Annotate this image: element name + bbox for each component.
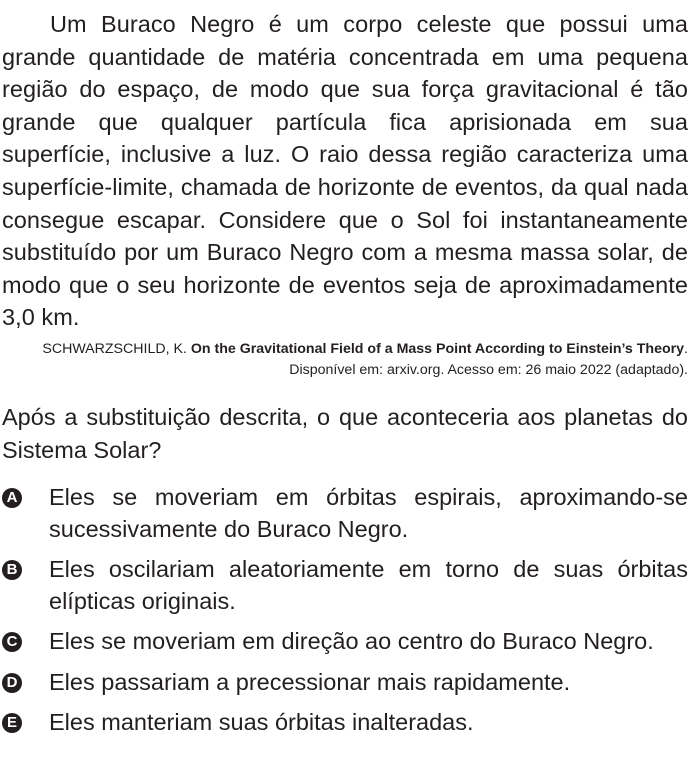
- reference-citation: [2, 339, 688, 381]
- option-e-letter-icon: E: [2, 713, 22, 733]
- option-e[interactable]: [2, 707, 688, 739]
- option-d-text: Eles passariam a precessionar mais rapidamente.: [49, 668, 571, 695]
- reference-title: On the Gravitational Field of a Mass Point According to Einstein’s Theory: [190, 340, 685, 357]
- option-a-text: Eles se moveriam em órbitas espirais, aproximando-se sucessivamente do Buraco Negro.: [49, 484, 688, 542]
- passage-text: Um Buraco Negro é um corpo celeste que possui uma grande quantidade de matéria concentrada em uma pequena região do espaço, de modo que sua força gravitacional é tão grande que qualquer partícula fica aprisionada em sua superfície, inclusive a luz. O raio dessa região caracteriza uma superfície-limite, chamada de horizonte de eventos, da qual nada consegue escapar. Considere que o Sol foi instantaneamente substituído por um Buraco Negro com a mesma massa solar, de modo que o seu horizonte de eventos seja de aproximadamente 3,0 km.: [2, 11, 688, 331]
- option-a-letter-icon: A: [2, 488, 22, 508]
- question-text: Após a substituição descrita, o que aconteceria aos planetas do Sistema Solar?: [2, 403, 688, 463]
- option-b-text: Eles oscilariam aleatoriamente em torno de suas órbitas elípticas originais.: [49, 556, 688, 614]
- option-a[interactable]: [2, 482, 688, 545]
- option-d-letter-icon: D: [2, 673, 22, 693]
- answer-options: [2, 482, 688, 739]
- option-d[interactable]: [2, 667, 688, 699]
- option-b-letter-icon: B: [2, 560, 22, 580]
- option-c[interactable]: [2, 626, 688, 658]
- option-e-text: Eles manteriam suas órbitas inalteradas.: [49, 709, 474, 736]
- option-c-letter-icon: C: [2, 632, 22, 652]
- reference-details: . Disponível em: arxiv.org. Acesso em: 26 maio 2022 (adaptado).: [289, 340, 688, 378]
- option-c-text: Eles se moveriam em direção ao centro do Buraco Negro.: [49, 628, 654, 655]
- option-b[interactable]: [2, 554, 688, 617]
- reference-author: SCHWARZSCHILD, K.: [42, 340, 187, 357]
